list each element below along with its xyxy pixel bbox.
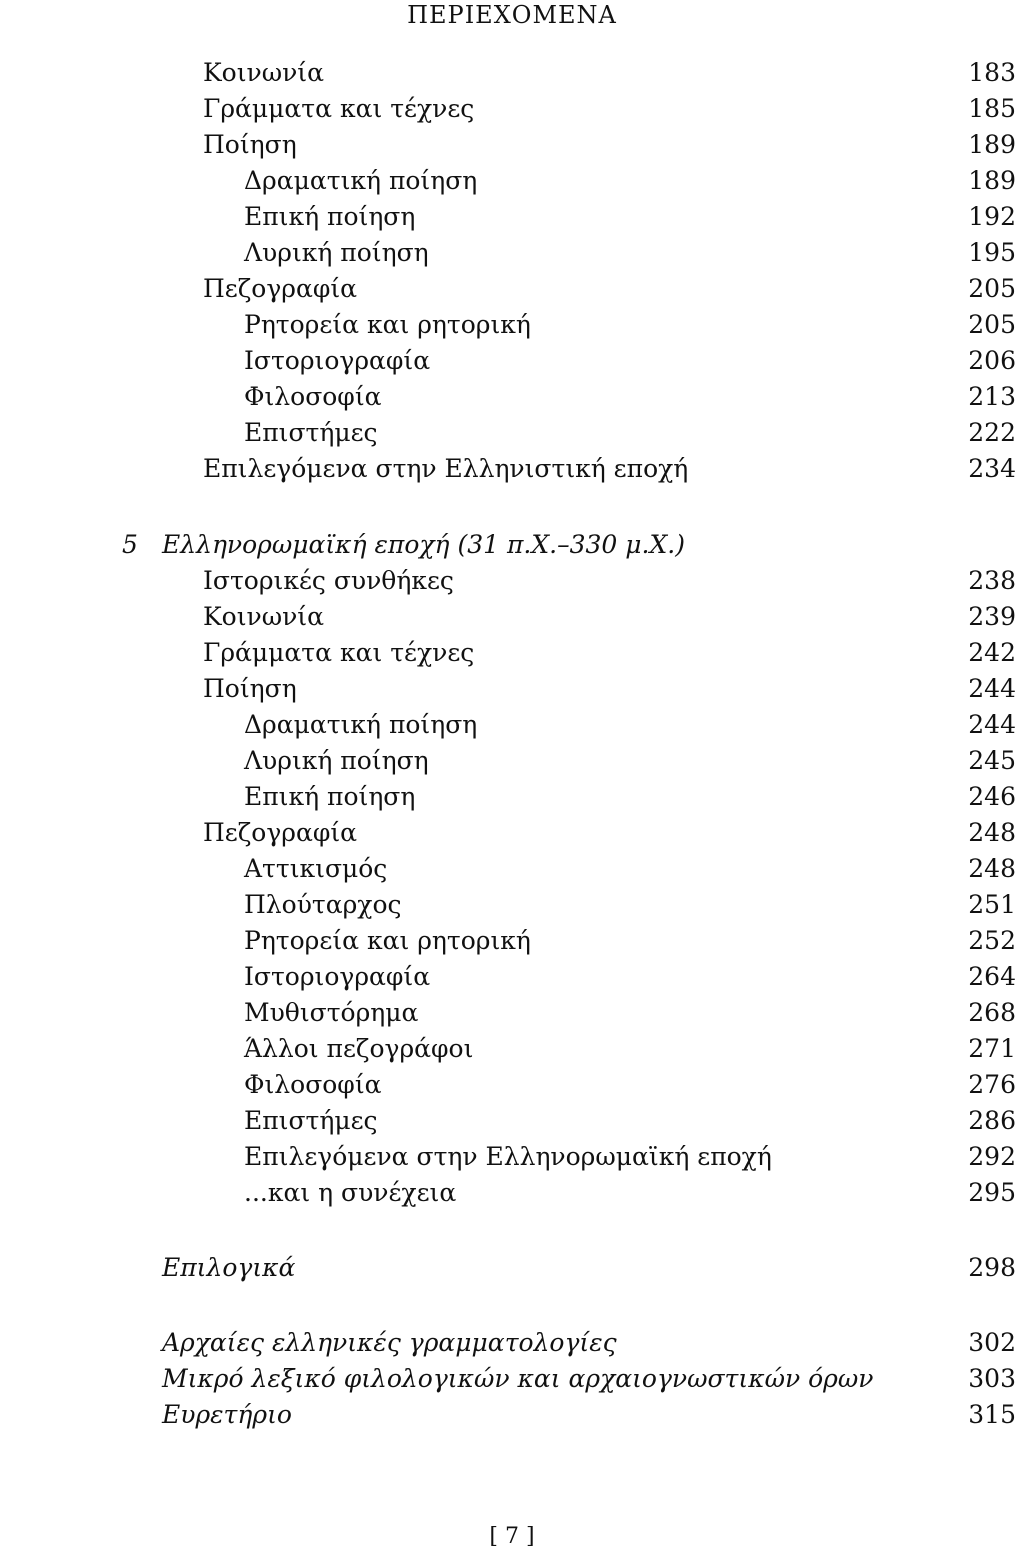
- chapter-heading: [0, 527, 1024, 563]
- page-header: ΠΕΡΙΕΧΟΜΕΝΑ: [407, 1, 617, 29]
- toc-entry-page: 251: [968, 890, 1016, 919]
- toc-entry: [0, 815, 1024, 851]
- toc-subentry: [0, 343, 1024, 379]
- toc-entry-page: 192: [968, 202, 1016, 231]
- toc-entry-page: 205: [968, 310, 1016, 339]
- toc-entry-page: 248: [968, 818, 1016, 847]
- toc-entry-title: Δραματική ποίηση: [244, 710, 478, 739]
- toc-entry-page: 276: [968, 1070, 1016, 1099]
- toc-entry-title: Ιστοριογραφία: [244, 962, 431, 991]
- toc-subentry: [0, 743, 1024, 779]
- toc-subentry: [0, 163, 1024, 199]
- chapter-title: Ελληνορωμαϊκή εποχή (31 π.Χ.–330 μ.Χ.): [162, 530, 685, 559]
- toc-entry-page: 205: [968, 274, 1016, 303]
- toc-entry-page: 295: [968, 1178, 1016, 1207]
- toc-entry-title: Ευρετήριο: [162, 1400, 292, 1429]
- toc-entry-title: Επιλεγόμενα στην Ελληνορωμαϊκή εποχή: [244, 1142, 772, 1171]
- toc-entry-title: Επιλεγόμενα στην Ελληνιστική εποχή: [203, 454, 689, 483]
- toc-subentry: [0, 1175, 1024, 1211]
- toc-entry-page: 238: [968, 566, 1016, 595]
- toc-entry-title: Ιστοριογραφία: [244, 346, 431, 375]
- toc-entry-page: 245: [968, 746, 1016, 775]
- toc-entry-page: 195: [968, 238, 1016, 267]
- toc-entry-page: 264: [968, 962, 1016, 991]
- toc-entry-page: 185: [968, 94, 1016, 123]
- toc-entry-title: Γράμματα και τέχνες: [203, 94, 475, 123]
- toc-entry-title: Μυθιστόρημα: [244, 998, 419, 1027]
- toc-subentry: [0, 415, 1024, 451]
- toc-entry-title: Αττικισμός: [244, 854, 388, 883]
- toc-entry-title: Δραματική ποίηση: [244, 166, 478, 195]
- toc-entry-page: 298: [968, 1253, 1016, 1282]
- toc-entry-page: 206: [968, 346, 1016, 375]
- toc-subentry: [0, 959, 1024, 995]
- toc-entry-title: Επική ποίηση: [244, 202, 416, 231]
- toc-entry-title: Ρητορεία και ρητορική: [244, 926, 531, 955]
- toc-subentry: [0, 851, 1024, 887]
- toc-subentry: [0, 995, 1024, 1031]
- toc-appendix: [0, 1361, 1024, 1397]
- toc-entry-page: 222: [968, 418, 1016, 447]
- toc-entry-title: Πεζογραφία: [203, 818, 358, 847]
- toc-entry-page: 244: [968, 710, 1016, 739]
- toc-entry-page: 213: [968, 382, 1016, 411]
- toc-entry: [0, 55, 1024, 91]
- toc-entry-title: Γράμματα και τέχνες: [203, 638, 475, 667]
- toc-entry-title: Λυρική ποίηση: [244, 238, 429, 267]
- toc-entry-title: Άλλοι πεζογράφοι: [244, 1034, 474, 1063]
- toc-entry: [0, 91, 1024, 127]
- toc-entry: [0, 671, 1024, 707]
- toc-entry-page: 234: [968, 454, 1016, 483]
- toc-appendix: [0, 1397, 1024, 1433]
- toc-entry-title: Φιλοσοφία: [244, 1070, 382, 1099]
- toc-subentry: [0, 307, 1024, 343]
- toc-entry-page: 303: [968, 1364, 1016, 1393]
- toc-entry: [0, 271, 1024, 307]
- toc-entry-page: 189: [968, 166, 1016, 195]
- toc-entry-title: Κοινωνία: [203, 58, 324, 87]
- toc-subentry: [0, 1139, 1024, 1175]
- toc-entry-title: Λυρική ποίηση: [244, 746, 429, 775]
- toc-entry-page: 244: [968, 674, 1016, 703]
- toc-subentry: [0, 923, 1024, 959]
- toc-entry-page: 189: [968, 130, 1016, 159]
- toc-entry: [0, 127, 1024, 163]
- toc-entry-page: 246: [968, 782, 1016, 811]
- toc-subentry: [0, 199, 1024, 235]
- toc-subentry: [0, 1067, 1024, 1103]
- toc-subentry: [0, 235, 1024, 271]
- toc-entry-title: Ιστορικές συνθήκες: [203, 566, 454, 595]
- toc-entry-title: Πλούταρχος: [244, 890, 402, 919]
- toc-subentry: [0, 707, 1024, 743]
- chapter-number: 5: [122, 530, 138, 559]
- toc-entry-title: Μικρό λεξικό φιλολογικών και αρχαιογνωστικών όρων: [162, 1364, 874, 1393]
- toc-entry-title: Ρητορεία και ρητορική: [244, 310, 531, 339]
- toc-entry-title: Φιλοσοφία: [244, 382, 382, 411]
- toc-subentry: [0, 779, 1024, 815]
- toc-entry-page: 302: [968, 1328, 1016, 1357]
- toc-epilogue: [0, 1250, 1024, 1286]
- toc-entry-page: 252: [968, 926, 1016, 955]
- toc-entry-page: 315: [968, 1400, 1016, 1429]
- toc-entry-title: Ποίηση: [203, 674, 297, 703]
- toc-subentry: [0, 379, 1024, 415]
- toc-subentry: [0, 1103, 1024, 1139]
- toc-entry: [0, 451, 1024, 487]
- toc-entry-title: Επιλογικά: [162, 1253, 296, 1282]
- toc-entry-page: 239: [968, 602, 1016, 631]
- toc-entry-title: Πεζογραφία: [203, 274, 358, 303]
- page-number: [ 7 ]: [489, 1524, 535, 1549]
- toc-entry-page: 268: [968, 998, 1016, 1027]
- toc-subentry: [0, 887, 1024, 923]
- toc-entry-title: Επική ποίηση: [244, 782, 416, 811]
- toc-entry-title: Κοινωνία: [203, 602, 324, 631]
- toc-subentry: [0, 1031, 1024, 1067]
- toc-entry-title: Επιστήμες: [244, 1106, 378, 1135]
- toc-entry-page: 242: [968, 638, 1016, 667]
- toc-entry-page: 286: [968, 1106, 1016, 1135]
- toc-entry-page: 248: [968, 854, 1016, 883]
- toc-entry: [0, 599, 1024, 635]
- toc-entry-page: 271: [968, 1034, 1016, 1063]
- toc-entry-title: Ποίηση: [203, 130, 297, 159]
- toc-entry-page: 292: [968, 1142, 1016, 1171]
- toc-entry-title: Επιστήμες: [244, 418, 378, 447]
- toc-entry: [0, 563, 1024, 599]
- toc-entry-title: Αρχαίες ελληνικές γραμματολογίες: [162, 1328, 617, 1357]
- toc-entry-page: 183: [968, 58, 1016, 87]
- toc-appendix: [0, 1325, 1024, 1361]
- toc-entry: [0, 635, 1024, 671]
- toc-entry-title: ...και η συνέχεια: [244, 1178, 457, 1207]
